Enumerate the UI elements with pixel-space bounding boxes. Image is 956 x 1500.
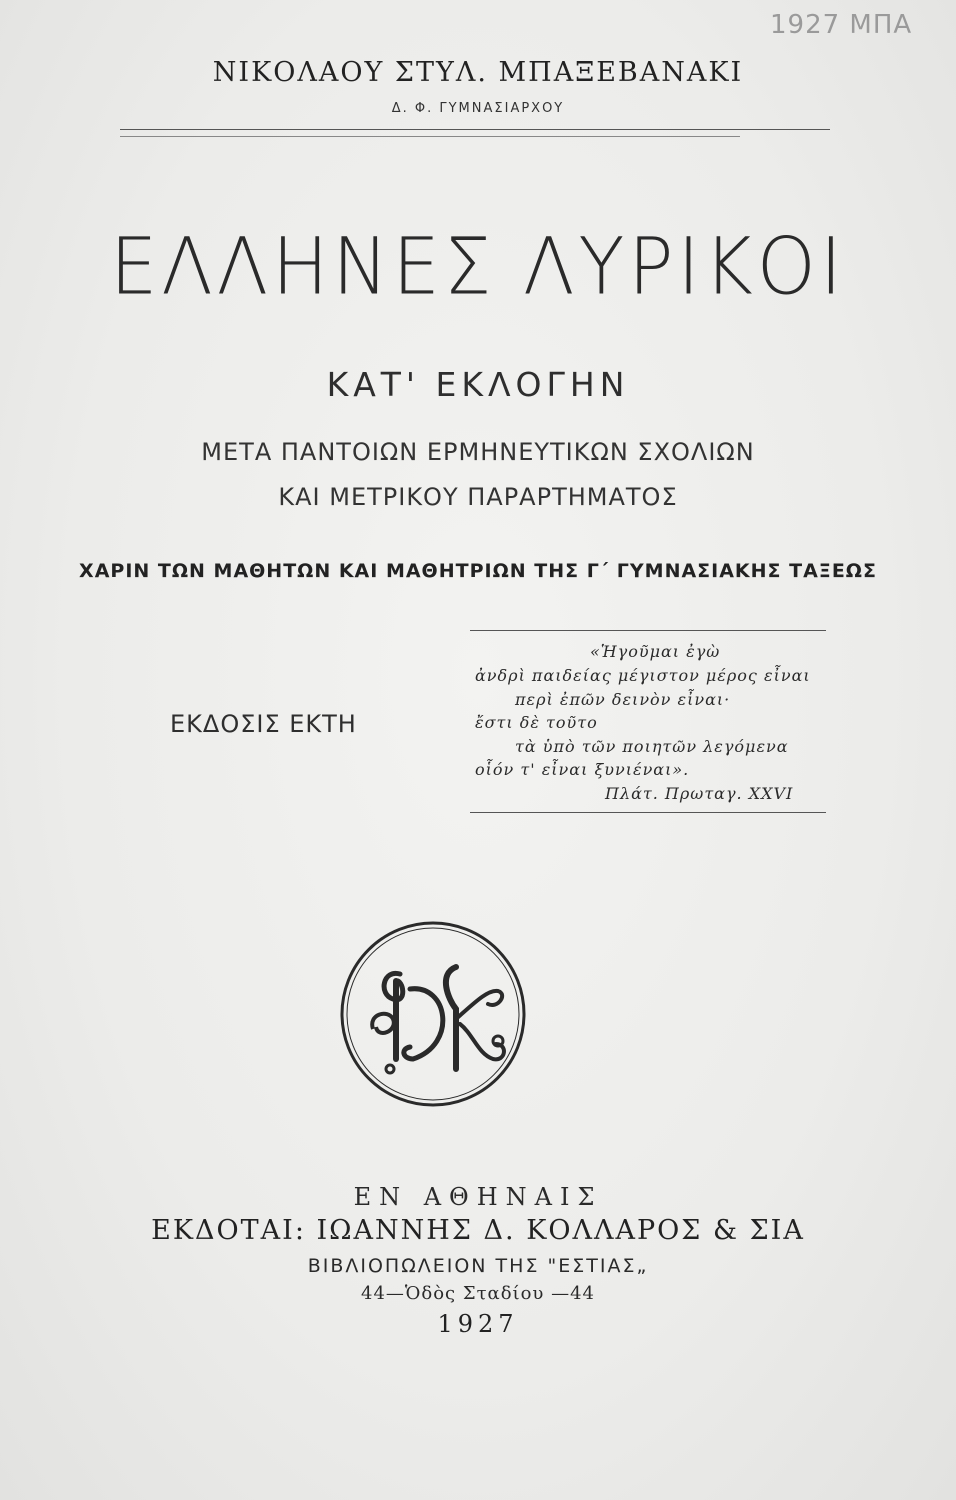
shelfmark-annotation: 1927 ΜΠΑ <box>770 10 913 40</box>
author-role: Δ. Φ. ΓΥΜΝΑΣΙΑΡΧΟΥ <box>391 101 565 116</box>
epigraph-top-rule <box>470 630 826 631</box>
epigraph-source: Πλάτ. Πρωταγ. XXVI <box>605 784 794 803</box>
book-title: ΕΛΛΗΝΕΣ ΛΥΡΙΚΟΙ <box>110 219 846 313</box>
description-line-1: ΜΕΤΑ ΠΑΝΤΟΙΩΝ ΕΡΜΗΝΕΥΤΙΚΩΝ ΣΧΟΛΙΩΝ <box>201 438 755 466</box>
imprint-address: 44—Ὁδὸς Σταδίου —44 <box>361 1283 595 1304</box>
edition-label: ΕΚΔΟΣΙΣ ΕΚΤΗ <box>170 710 357 738</box>
book-subtitle: ΚΑΤ' ΕΚΛΟΓΗΝ <box>326 365 630 404</box>
header-divider-secondary <box>120 136 740 137</box>
header-divider <box>120 129 830 130</box>
author-name: ΝΙΚΟΛΑΟΥ ΣΤΥΛ. ΜΠΑΞΕΒΑΝΑΚΙ <box>212 57 744 88</box>
description-line-2: ΚΑΙ ΜΕΤΡΙΚΟΥ ΠΑΡΑΡΤΗΜΑΤΟΣ <box>278 483 678 511</box>
epigraph-bottom-rule <box>470 812 826 813</box>
epigraph-line: περὶ ἐπῶν δεινὸν εἶναι· <box>515 690 731 709</box>
publisher-monogram-icon <box>338 919 528 1109</box>
epigraph-line: ἀνδρὶ παιδείας μέγιστον μέρος εἶναι <box>475 666 811 685</box>
epigraph-line: τὰ ὑπὸ τῶν ποιητῶν λεγόμενα <box>515 737 789 756</box>
epigraph-line: οἷόν τ' εἶναι ξυνιέναι». <box>475 760 690 779</box>
imprint-bookshop: ΒΙΒΛΙΟΠΩΛΕΙΟΝ ΤΗΣ "ΕΣΤΙΑΣ„ <box>307 1255 649 1277</box>
publication-year: 1927 <box>437 1310 519 1338</box>
description-line-3: ΧΑΡΙΝ ΤΩΝ ΜΑΘΗΤΩΝ ΚΑΙ ΜΑΘΗΤΡΙΩΝ ΤΗΣ Γ΄ ΓΥΜΝΑΣΙΑΚΗΣ ΤΑΞΕΩΣ <box>79 560 877 582</box>
imprint-place: ΕΝ ΑΘΗΝΑΙΣ <box>353 1183 603 1211</box>
epigraph-line: «Ἡγοῦμαι ἐγὼ <box>590 642 721 661</box>
epigraph-line: ἔστι δὲ τοῦτο <box>475 713 598 732</box>
imprint-publisher: ΕΚΔΟΤΑΙ: ΙΩΑΝΝΗΣ Δ. ΚΟΛΛΑΡΟΣ & ΣΙΑ <box>151 1215 805 1246</box>
